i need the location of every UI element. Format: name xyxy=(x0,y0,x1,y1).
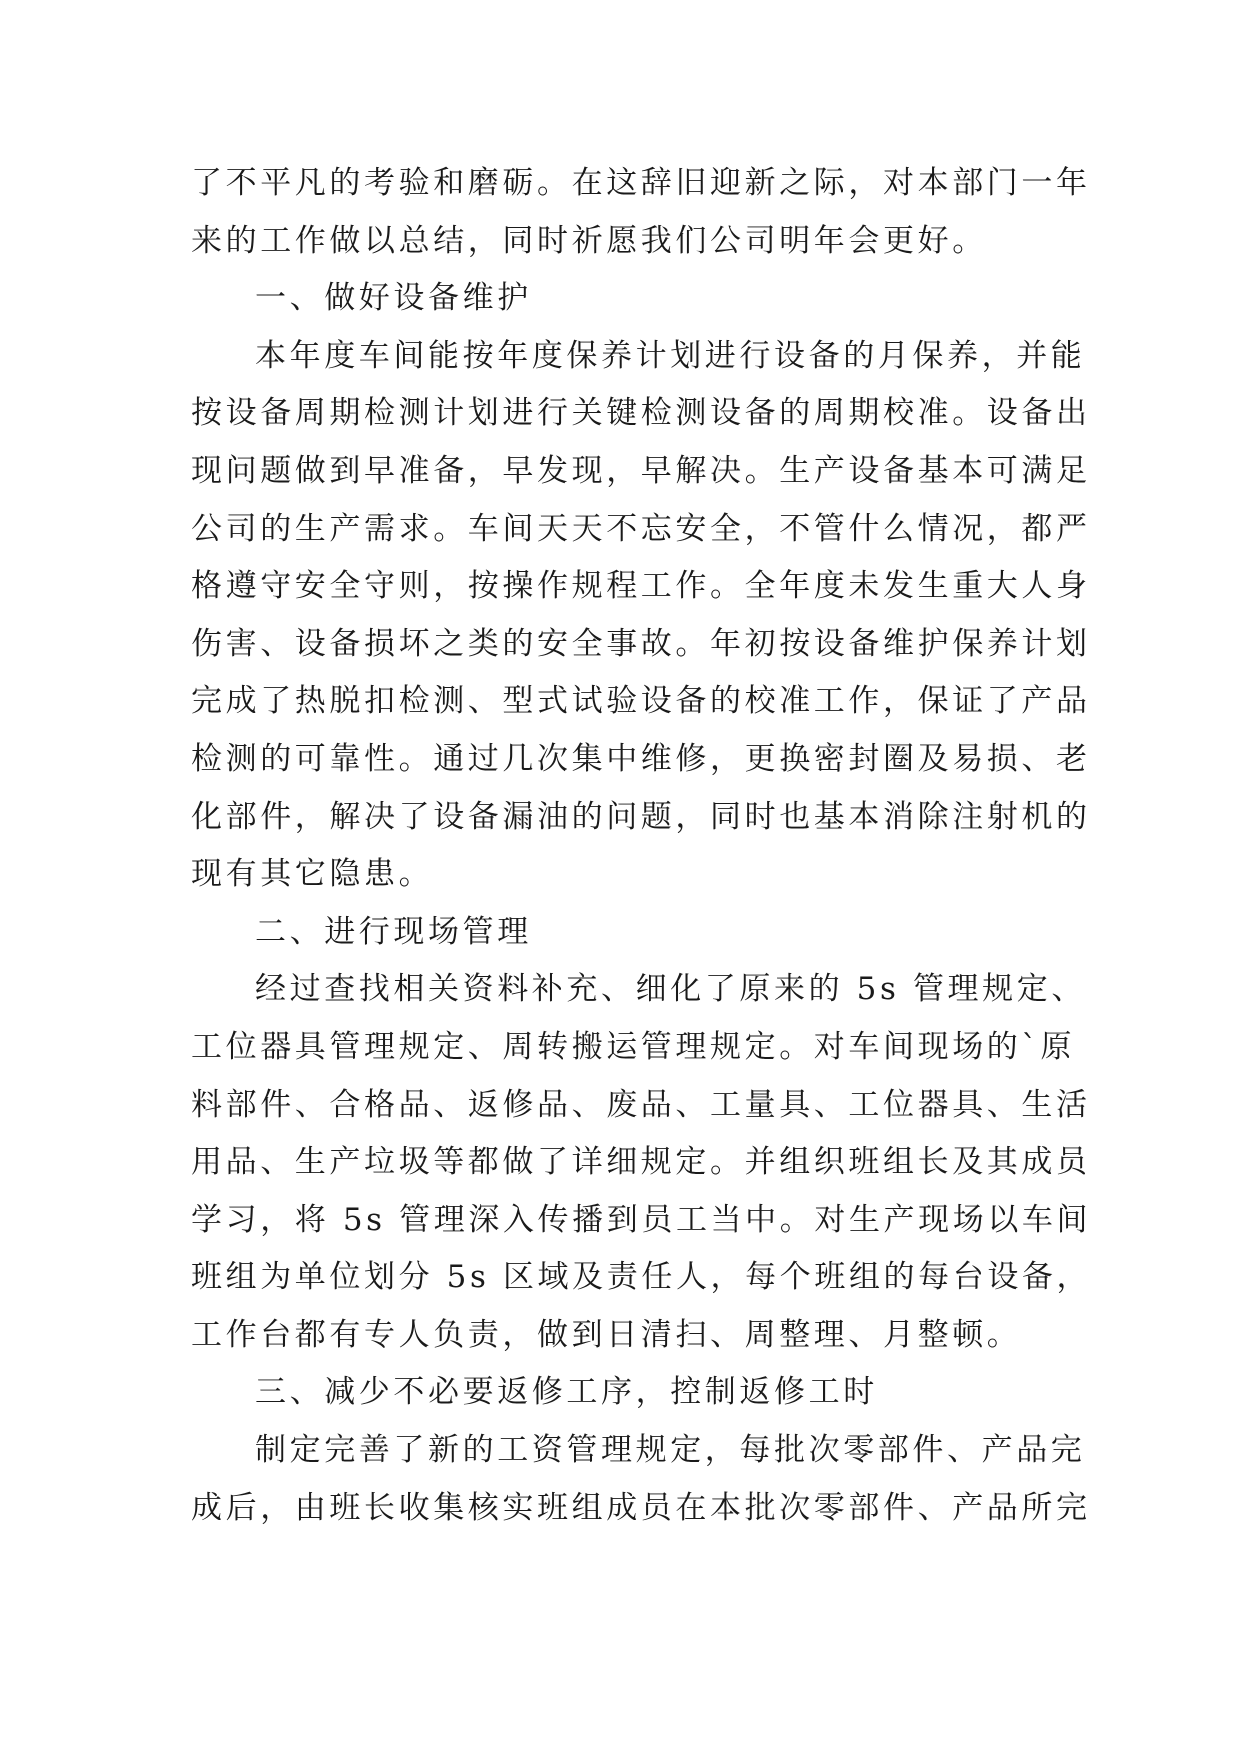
paragraph-line-indented: 本年度车间能按年度保养计划进行设备的月保养，并能 xyxy=(255,337,1086,374)
paragraph-line: 班组为单位划分 5s 区域及责任人，每个班组的每台设备， xyxy=(191,1259,1092,1296)
paragraph-line-indented: 三、减少不必要返修工序，控制返修工时 xyxy=(255,1374,878,1411)
paragraph-line: 了不平凡的考验和磨砺。在这辞旧迎新之际，对本部门一年 xyxy=(191,165,1091,201)
paragraph-line: 来的工作做以总结，同时祈愿我们公司明年会更好。 xyxy=(191,222,987,259)
paragraph-line: 料部件、合格品、返修品、废品、工量具、工位器具、生活 xyxy=(191,1086,1091,1123)
paragraph-line: 用品、生产垃圾等都做了详细规定。并组织班组长及其成员 xyxy=(191,1144,1091,1181)
paragraph-line: 工作台都有专人负责，做到日清扫、周整理、月整顿。 xyxy=(191,1316,1022,1353)
paragraph-line: 完成了热脱扣检测、型式试验设备的校准工作，保证了产品 xyxy=(191,683,1091,720)
paragraph-line: 公司的生产需求。车间天天不忘安全，不管什么情况，都严 xyxy=(191,510,1091,547)
paragraph-line: 格遵守安全守则，按操作规程工作。全年度未发生重大人身 xyxy=(191,568,1091,605)
paragraph-line: 工位器具管理规定、周转搬运管理规定。对车间现场的`原 xyxy=(191,1028,1076,1065)
paragraph-line-indented: 二、进行现场管理 xyxy=(255,913,532,950)
paragraph-line: 伤害、设备损坏之类的安全事故。年初按设备维护保养计划 xyxy=(191,625,1091,662)
paragraph-line: 成后，由班长收集核实班组成员在本批次零部件、产品所完 xyxy=(191,1489,1091,1526)
paragraph-line: 现问题做到早准备，早发现，早解决。生产设备基本可满足 xyxy=(191,452,1091,489)
paragraph-line: 学习，将 5s 管理深入传播到员工当中。对生产现场以车间 xyxy=(191,1201,1092,1238)
paragraph-line: 化部件，解决了设备漏油的问题，同时也基本消除注射机的 xyxy=(191,798,1091,835)
paragraph-line: 现有其它隐患。 xyxy=(191,856,434,893)
paragraph-line-indented: 经过查找相关资料补充、细化了原来的 5s 管理规定、 xyxy=(255,971,1086,1008)
paragraph-line: 检测的可靠性。通过几次集中维修，更换密封圈及易损、老 xyxy=(191,740,1091,777)
paragraph-line-indented: 制定完善了新的工资管理规定，每批次零部件、产品完 xyxy=(255,1432,1086,1469)
paragraph-line-indented: 一、做好设备维护 xyxy=(255,280,532,317)
paragraph-line: 按设备周期检测计划进行关键检测设备的周期校准。设备出 xyxy=(191,395,1091,432)
document-body xyxy=(191,155,1092,1537)
